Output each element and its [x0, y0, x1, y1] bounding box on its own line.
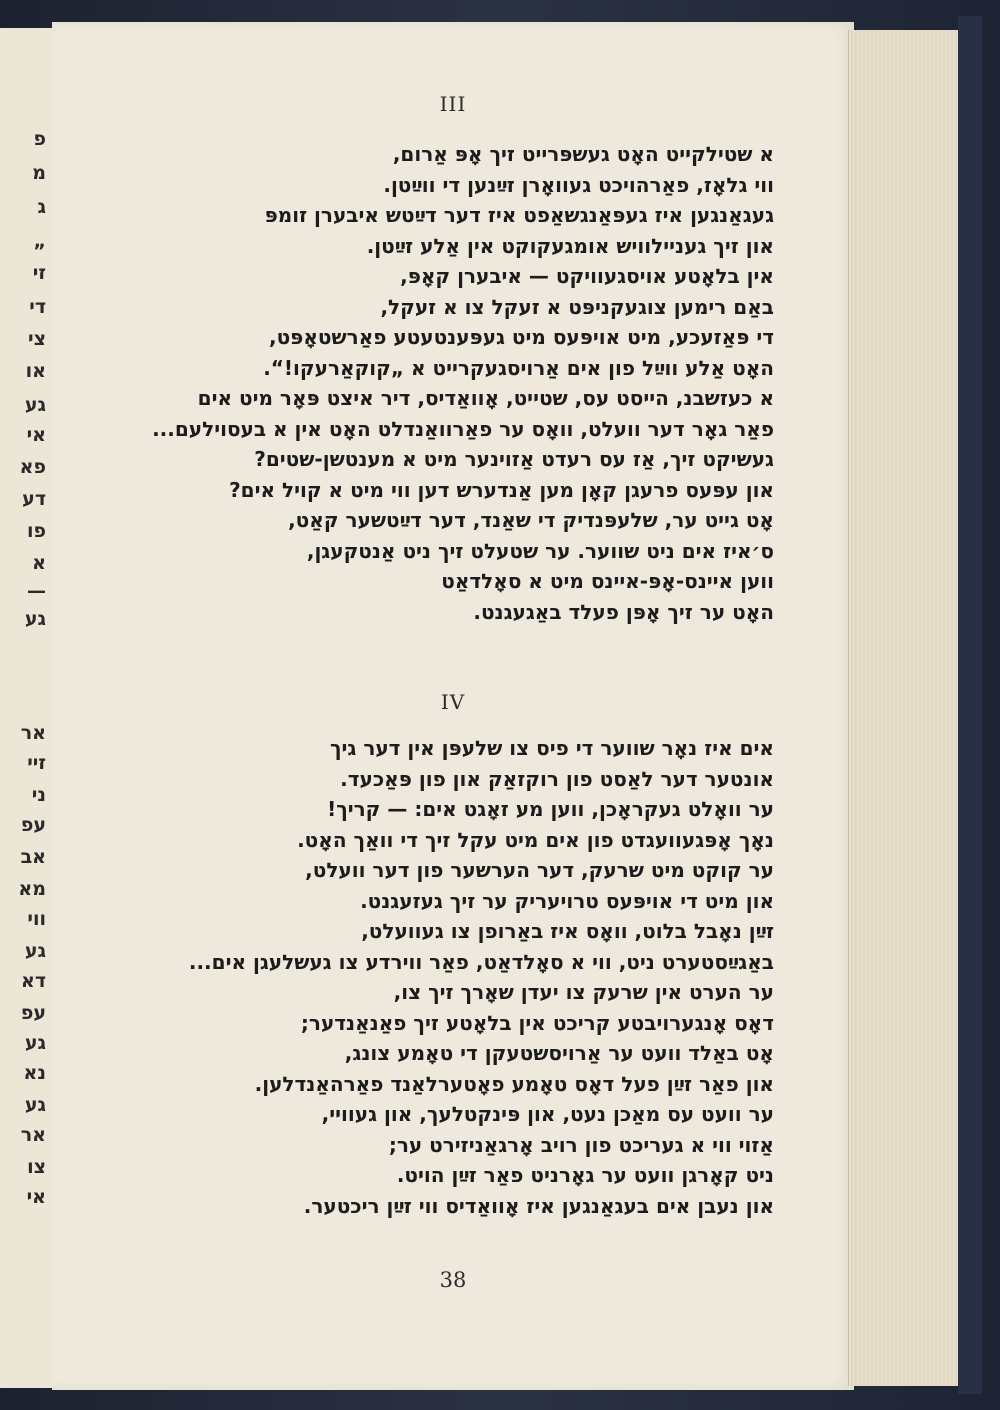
verse-line: אָט באַלד וועט ער אַרויסשטעקן די טאָמע צונג,	[344, 1041, 774, 1065]
verse-line: א כעזשבנ, הייסט עס, שטייט, אָוואַדיס, דיר איצט פּאָר מיט אים	[197, 386, 774, 410]
verse-line: און פאַר זײַן פעל דאָס טאָמע פאָטערלאַנד פאַרהאַנדלען.	[254, 1072, 774, 1096]
verse-line: געשיקט זיך, אַז עס רעדט אַזוינער מיט א מענטשן-שטים?	[254, 447, 774, 471]
verse-line: אין בלאָטע אויסגעוויקט — איבערן קאָפּ,	[400, 264, 774, 288]
previous-page-fragment: —	[27, 580, 46, 602]
previous-page-fragment: גע	[24, 1094, 46, 1116]
verse-line: דאָס אָנגערויבטע קריכט אין בלאָטע זיך פאַנאַנדער;	[300, 1011, 774, 1035]
verse-line: ווי גלאָז, פאַרהויכט געוואָרן זײַנען די ווײַטן.	[383, 173, 774, 197]
previous-page-fragment: ווי	[27, 908, 46, 930]
verse-line: און מיט די אויפּעס טרויעריק ער זיך געזעגנט.	[360, 889, 774, 913]
page-edges	[848, 30, 959, 1386]
verse-line: אונטער דער לאַסט פון רוקזאַק און פון פּאַכעד.	[340, 767, 774, 791]
previous-page-fragment: דא	[20, 970, 46, 992]
verse-line: האָט ער זיך אָפּן פעלד באַגעגנט.	[473, 600, 774, 624]
previous-page-fragment: צו	[27, 1156, 46, 1178]
previous-page-fragment: אי	[26, 424, 46, 446]
previous-page-fragment: נא	[23, 1062, 46, 1084]
previous-page-fragment: זי	[32, 262, 46, 284]
verse-line: און זיך געניילוויש אומגעקוקט אין אַלע זײַטן.	[366, 234, 774, 258]
previous-page-edge	[0, 28, 54, 1388]
previous-page-fragment: „	[33, 230, 46, 252]
verse-line: ס׳איז אים ניט שווער. ער שטעלט זיך ניט אַנטקעגן,	[306, 539, 774, 563]
page-number: 38	[439, 1268, 467, 1292]
verse-line: א שטילקייט האָט געשפּרייט זיך אָפּ אַרום,	[392, 142, 774, 166]
previous-page-fragment: עפ	[20, 1002, 46, 1024]
verse-line: באַגײַסטערט ניט, ווי א סאָלדאַט, פאַר ווירדע צו געשלעגן אים...	[188, 950, 774, 974]
previous-page-fragment: מ	[32, 162, 46, 184]
previous-page-fragment: די	[29, 296, 46, 318]
verse-line: זײַן נאָבל בלוט, וואָס איז באַרופן צו געוועלט,	[361, 919, 774, 943]
verse-line: ער קוקט מיט שרעק, דער הערשער פון דער וועלט,	[305, 858, 774, 882]
verse-line: געגאַנגען איז געפּאַנגשאַפט איז דער דײַטש איבערן זומפּ	[264, 203, 774, 227]
previous-page-fragment: א	[32, 552, 46, 574]
previous-page-fragment: דע	[22, 488, 46, 510]
verse-line: פאַר גאָר דער וועלט, וואָס ער פאַרוואַנדלט האָט אין א בעסוילעם...	[152, 417, 774, 441]
verse-line: און נעבן אים בעגאַנגען איז אָוואַדיס ווי זײַן ריכטער.	[303, 1194, 774, 1218]
verse-line: ער וואָלט געקראָכן, ווען מע זאָגט אים: — קריך!	[327, 797, 774, 821]
verse-line: אַזוי ווי א געריכט פון רויב אָרגאַניזירט ער;	[388, 1133, 774, 1157]
previous-page-fragment: עפ	[20, 814, 46, 836]
section-number-iv: IV	[440, 690, 466, 714]
section-number-iii: III	[439, 92, 467, 116]
previous-page-fragment: מא	[18, 878, 46, 900]
verse-line: די פּאַזעכע, מיט אויפּעס מיט געפּענטעטע פאַרשטאָפּט,	[269, 325, 774, 349]
verse-line: ער וועט עס מאַכן נעט, און פּינקטלעך, און געוויי,	[321, 1102, 774, 1126]
verse-line: האָט אַלע ווײַל פון אים אַרויסגעקרייט א „קוקאַרעקו!“.	[263, 356, 774, 380]
verse-line: אים איז נאָר שווער די פיס צו שלעפּן אין דער גיך	[329, 736, 774, 760]
verse-line: ווען איינס-אָפּ-איינס מיט א סאָלדאַט	[441, 569, 774, 593]
previous-page-fragment: אב	[20, 846, 46, 868]
previous-page-fragment: פ	[33, 128, 46, 150]
previous-page-fragment: או	[25, 360, 46, 382]
verse-line: נאָך אָפּגעוועגדט פון אים מיט עקל זיך די וואַך האָט.	[297, 828, 774, 852]
verse-line: ער הערט אין שרעק צו יעדן שאָרך זיך צו,	[393, 980, 774, 1004]
previous-page-fragment: ני	[31, 784, 46, 806]
previous-page-fragment: גע	[24, 940, 46, 962]
previous-page-fragment: ג	[37, 196, 46, 218]
verse-line: באַם רימען צוגעקניפּט א זעקל צו א זעקל,	[380, 295, 774, 319]
previous-page-fragment: אי	[26, 1186, 46, 1208]
previous-page-fragment: גע	[24, 394, 46, 416]
previous-page-fragment: צי	[28, 328, 46, 350]
verse-line: אָט גייט ער, שלעפּנדיק די שאַנד, דער דײַטשער קאַט,	[288, 508, 774, 532]
previous-page-fragment: אר	[20, 1124, 46, 1146]
verse-line: און עפּעס פרעגן קאָן מען אַנדערש דען ווי מיט א קויל אים?	[229, 478, 774, 502]
cover-board-edge	[958, 16, 982, 1394]
previous-page-fragment: גע	[24, 1032, 46, 1054]
previous-page-fragment: אר	[20, 722, 46, 744]
previous-page-fragment: פו	[26, 520, 46, 542]
previous-page-fragment: פא	[19, 456, 46, 478]
verse-line: ניט קאָרגן וועט ער גאָרניט פאַר זײַן הויט.	[396, 1163, 774, 1187]
previous-page-fragment: גע	[24, 608, 46, 630]
previous-page-fragment: זיי	[27, 752, 46, 774]
